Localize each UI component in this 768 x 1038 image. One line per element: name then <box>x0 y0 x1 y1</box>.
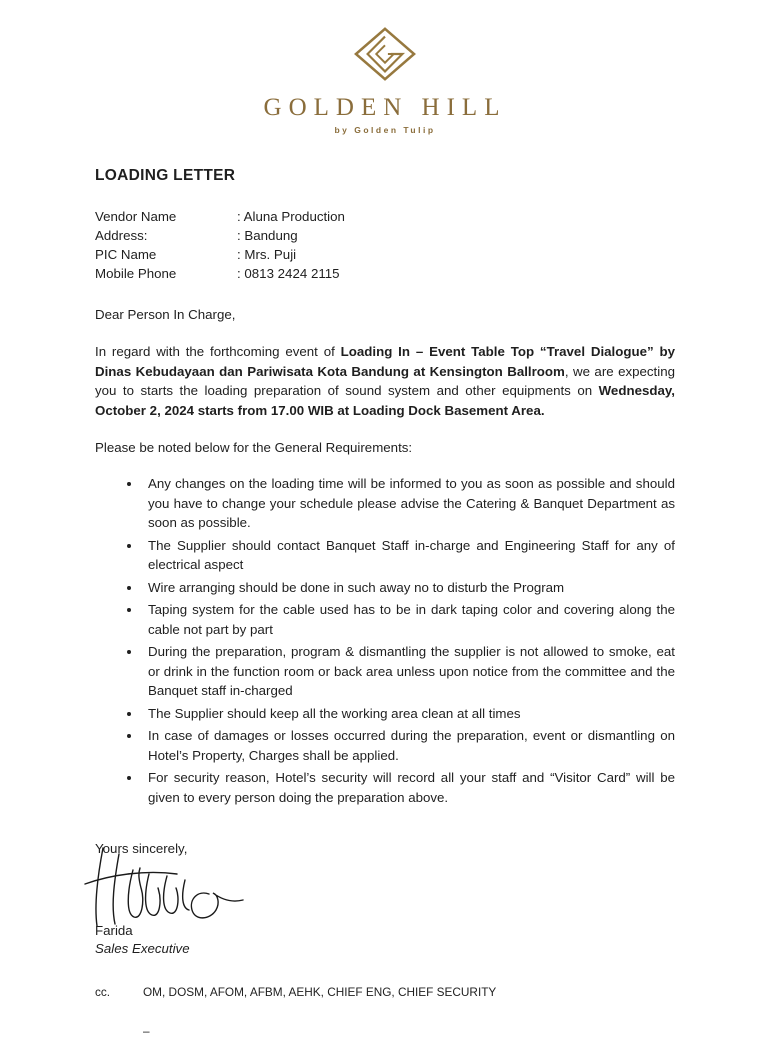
footer-dash: – <box>143 1024 150 1038</box>
cc-label: cc. <box>95 985 111 999</box>
vendor-details <box>95 207 675 283</box>
vendor-row <box>95 264 675 283</box>
requirement-item: • For security reason, Hotel’s security will record all your staff and “Visitor Card” will be given to every person doing the preparation above. <box>142 768 675 807</box>
cc-recipients: OM, DOSM, AFOM, AFBM, AEHK, CHIEF ENG, CHIEF SECURITY <box>143 985 497 999</box>
mobile-phone-label: Mobile Phone <box>95 266 177 281</box>
pic-name-label: PIC Name <box>95 247 157 262</box>
closing-block <box>95 839 675 958</box>
cc-line <box>95 984 675 1000</box>
vendor-row <box>95 245 675 264</box>
requirement-item: • In case of damages or losses occurred during the preparation, event or dismantling on Hotel’s Property, Charges shall be applied. <box>142 726 675 765</box>
intro-paragraph <box>95 342 675 420</box>
requirement-item: • Taping system for the cable used has to be in dark taping color and covering along the cable not part by part <box>142 600 675 639</box>
address-label: Address: <box>95 228 148 243</box>
vendor-name-label: Vendor Name <box>95 209 177 224</box>
address-value: : Bandung <box>237 228 298 243</box>
vendor-row <box>95 226 675 245</box>
requirement-item: • Wire arranging should be done in such away no to disturb the Program <box>142 578 675 598</box>
brand-name: GOLDEN HILL <box>263 94 507 121</box>
signer-name: Farida <box>95 923 133 938</box>
signer-title: Sales Executive <box>95 941 190 956</box>
requirement-item: • During the preparation, program & dismantling the supplier is not allowed to smoke, eat or drink in the function room or back area unless upon notice from the committee and the Banquet staff in-charged <box>142 642 675 701</box>
requirement-item: • Any changes on the loading time will be informed to you as soon as possible and should you have to change your schedule please advise the Catering & Banquet Department as soon as possible. <box>142 474 675 533</box>
letter-title: LOADING LETTER <box>95 167 236 184</box>
requirement-item: • The Supplier should contact Banquet Staff in-charge and Engineering Staff for any of electrical aspect <box>142 536 675 575</box>
mobile-phone-value: : 0813 2424 2115 <box>237 266 340 281</box>
intro-segment: In regard with the forthcoming event of <box>95 344 341 359</box>
event-schedule-bold: Wednesday, October 2, 2024 starts from 17.00 WIB at Loading Dock Basement Area. <box>95 383 675 418</box>
hotel-logo <box>95 26 675 135</box>
vendor-name-value: : Aluna Production <box>237 209 345 224</box>
valediction: Yours sincerely, <box>95 841 188 856</box>
brand-tagline: by Golden Tulip <box>334 125 436 135</box>
requirements-list <box>95 474 675 807</box>
event-name-bold: Loading In – Event Table Top “Travel Dialogue” by Dinas Kebudayaan dan Pariwisata Kota Bandung at Kensington Ballroom <box>95 344 676 379</box>
golden-hill-diamond-icon <box>354 26 416 87</box>
intro-segment: , we are expecting you to starts the loading preparation of sound system and other equipments on <box>95 363 675 398</box>
vendor-row <box>95 207 675 226</box>
pic-name-value: : Mrs. Puji <box>237 247 297 262</box>
requirement-item: • The Supplier should keep all the working area clean at all times <box>142 704 675 724</box>
requirements-intro: Please be noted below for the General Requirements: <box>95 440 413 455</box>
salutation: Dear Person In Charge, <box>95 307 236 322</box>
